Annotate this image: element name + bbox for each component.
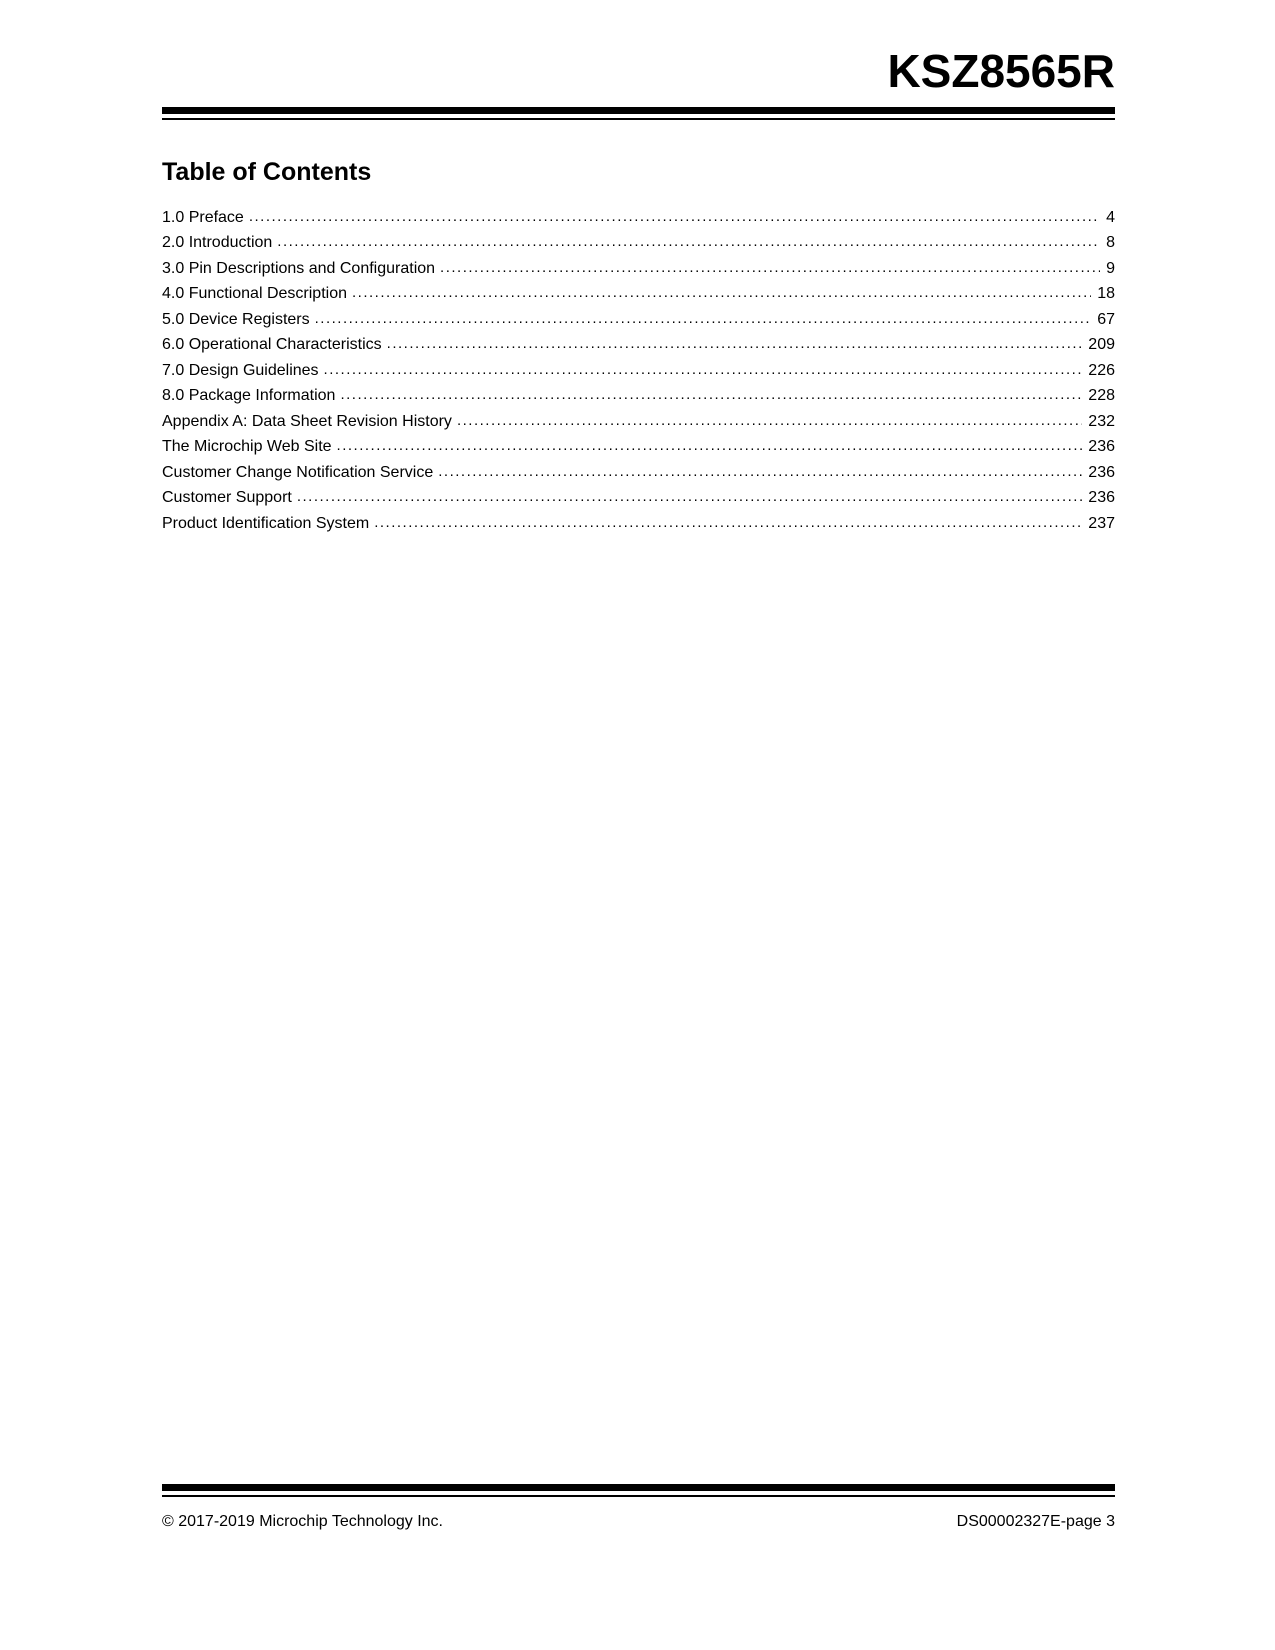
footer-copyright: © 2017-2019 Microchip Technology Inc.	[162, 1513, 443, 1530]
toc-entry-change-notification[interactable]	[162, 464, 1115, 490]
dot-leader	[457, 412, 1082, 429]
footer-rule-thin	[162, 1495, 1115, 1497]
dot-leader	[297, 488, 1082, 505]
toc-entry-design-guidelines[interactable]	[162, 362, 1115, 388]
header-divider	[162, 107, 1115, 120]
toc-entry-device-registers[interactable]	[162, 311, 1115, 337]
toc-entry-page: 236	[1088, 463, 1115, 481]
toc-heading: Table of Contents	[162, 157, 372, 186]
dot-leader	[440, 259, 1100, 276]
header-rule-thick	[162, 107, 1115, 114]
toc-entry-page: 237	[1088, 514, 1115, 532]
footer-doc-number: DS00002327E-page 3	[956, 1513, 1115, 1530]
toc-entry-customer-support[interactable]	[162, 489, 1115, 515]
toc-entry-page: 236	[1088, 489, 1115, 507]
dot-leader	[340, 386, 1082, 403]
dot-leader	[352, 284, 1091, 301]
toc-entry-label: Customer Support	[162, 489, 292, 507]
dot-leader	[249, 208, 1100, 225]
toc-entry-product-identification[interactable]	[162, 515, 1115, 541]
toc-entry-label: Appendix A: Data Sheet Revision History	[162, 412, 452, 430]
dot-leader	[387, 335, 1083, 352]
dot-leader	[324, 361, 1083, 378]
footer-rule-thick	[162, 1484, 1115, 1491]
toc-entry-label: Product Identification System	[162, 514, 370, 532]
dot-leader	[315, 310, 1092, 327]
toc-entry-page: 226	[1088, 361, 1115, 379]
toc-entry-page: 209	[1088, 336, 1115, 354]
toc-entry-label: 1.0 Preface	[162, 208, 244, 226]
dot-leader	[277, 233, 1100, 250]
toc-entry-page: 18	[1097, 285, 1115, 303]
toc-entry-web-site[interactable]	[162, 438, 1115, 464]
footer-text-row	[162, 1513, 1115, 1531]
header-rule-thin	[162, 118, 1115, 120]
toc-entry-label: 7.0 Design Guidelines	[162, 361, 319, 379]
toc-entry-page: 9	[1106, 259, 1115, 277]
dot-leader	[374, 514, 1082, 531]
toc-entry-introduction[interactable]	[162, 234, 1115, 260]
toc-entry-label: 8.0 Package Information	[162, 387, 336, 405]
toc-entry-page: 228	[1088, 387, 1115, 405]
toc-entry-page: 67	[1097, 310, 1115, 328]
toc-entry-pin-descriptions[interactable]	[162, 260, 1115, 286]
toc-entry-appendix-a[interactable]	[162, 413, 1115, 439]
dot-leader	[438, 463, 1082, 480]
toc-entry-label: 2.0 Introduction	[162, 234, 273, 252]
toc-entry-preface[interactable]	[162, 209, 1115, 235]
toc-entry-label: 5.0 Device Registers	[162, 310, 310, 328]
toc-entry-functional-description[interactable]	[162, 285, 1115, 311]
page-footer	[162, 1484, 1115, 1531]
toc-entry-label: 3.0 Pin Descriptions and Configuration	[162, 259, 436, 277]
page-content	[162, 0, 1115, 540]
toc-entry-page: 232	[1088, 412, 1115, 430]
toc-entry-page: 4	[1106, 208, 1115, 226]
document-title: KSZ8565R	[887, 45, 1115, 97]
toc-entry-label: Customer Change Notification Service	[162, 463, 434, 481]
toc-entry-label: 6.0 Operational Characteristics	[162, 336, 382, 354]
dot-leader	[337, 437, 1083, 454]
toc-entry-operational-characteristics[interactable]	[162, 336, 1115, 362]
toc-entry-page: 236	[1088, 438, 1115, 456]
toc-entry-page: 8	[1106, 234, 1115, 252]
toc-entry-label: 4.0 Functional Description	[162, 285, 347, 303]
toc-entry-label: The Microchip Web Site	[162, 438, 332, 456]
toc-list	[162, 209, 1115, 541]
toc-entry-package-information[interactable]	[162, 387, 1115, 413]
